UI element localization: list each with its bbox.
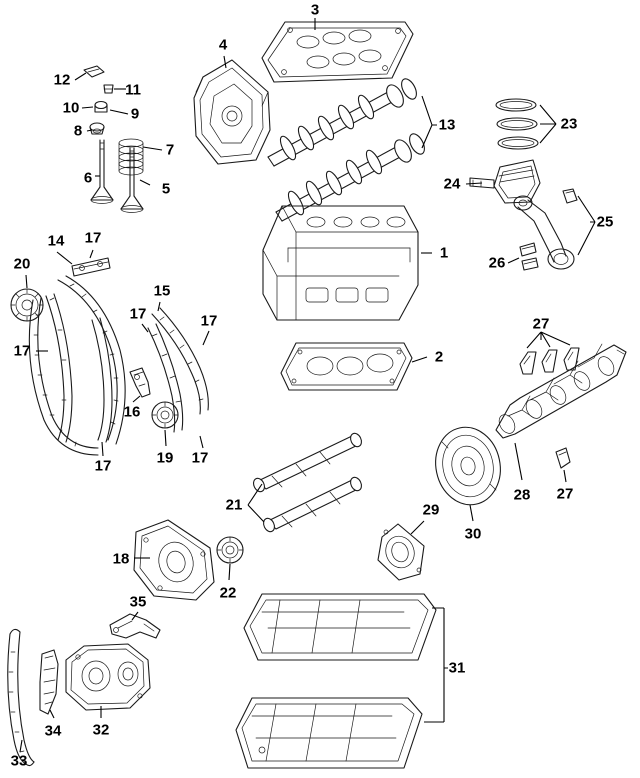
leader-31 <box>424 608 448 722</box>
leader-16 <box>133 396 140 402</box>
leader-10 <box>82 107 93 108</box>
callout-8[interactable]: 8 <box>73 122 83 140</box>
leader-25 <box>578 196 595 255</box>
leader-35 <box>132 612 138 620</box>
leader-24 <box>466 183 482 184</box>
callout-10[interactable]: 10 <box>62 99 80 117</box>
callout-15[interactable]: 15 <box>153 282 171 300</box>
callout-35[interactable]: 35 <box>129 593 147 611</box>
callout-24[interactable]: 24 <box>443 175 461 193</box>
part-oil-pickup-tube <box>40 650 58 714</box>
leader-7 <box>143 147 162 150</box>
leader-30 <box>470 505 473 521</box>
part-valve-hardware <box>84 66 113 134</box>
part-piston-rings <box>496 99 538 149</box>
leader-19 <box>165 430 166 446</box>
callout-21[interactable]: 21 <box>225 496 243 514</box>
callout-11[interactable]: 11 <box>125 81 141 99</box>
leader-26 <box>508 258 519 263</box>
leader-23 <box>540 105 556 143</box>
leader-27-lower <box>564 470 566 482</box>
leader-5 <box>140 180 150 185</box>
callout-7[interactable]: 7 <box>165 141 175 159</box>
part-exhaust-valve <box>121 148 143 213</box>
part-crankshaft-pulley <box>429 421 508 511</box>
callout-12[interactable]: 12 <box>53 71 71 89</box>
callout-17-c[interactable]: 17 <box>200 312 218 330</box>
leader-2 <box>412 357 427 362</box>
callout-5[interactable]: 5 <box>161 180 171 198</box>
callout-29[interactable]: 29 <box>422 501 440 519</box>
callout-4[interactable]: 4 <box>218 36 228 54</box>
part-balance-sprocket <box>152 402 178 428</box>
part-oil-pan-lower <box>236 698 422 768</box>
part-oil-spray-jet <box>110 614 160 638</box>
part-head-gasket <box>281 343 412 390</box>
leader-22 <box>229 564 230 580</box>
leader-29 <box>411 521 424 534</box>
callout-22[interactable]: 22 <box>219 584 237 602</box>
callout-27-b[interactable]: 27 <box>556 485 574 503</box>
part-timing-chain-cover <box>194 60 270 164</box>
callout-20[interactable]: 20 <box>13 255 31 273</box>
callout-9[interactable]: 9 <box>130 105 140 123</box>
callout-19[interactable]: 19 <box>156 449 174 467</box>
part-oil-pump-housing <box>134 520 214 600</box>
leader-17c <box>102 442 103 456</box>
callout-31[interactable]: 31 <box>448 659 466 677</box>
callout-14[interactable]: 14 <box>47 232 65 250</box>
callout-33[interactable]: 33 <box>10 752 28 770</box>
part-timing-chain-left <box>29 276 125 455</box>
part-chain-guide-14 <box>72 258 110 276</box>
part-crankshaft <box>496 344 626 438</box>
callout-34[interactable]: 34 <box>44 722 62 740</box>
callout-17-e[interactable]: 17 <box>191 449 209 467</box>
leader-17e <box>203 331 209 345</box>
part-chain-tensioner <box>130 368 150 397</box>
part-oil-pump-sprocket <box>217 537 243 563</box>
callout-26[interactable]: 26 <box>488 254 506 272</box>
leader-4 <box>224 56 226 68</box>
callout-17-b[interactable]: 17 <box>129 305 147 323</box>
callout-16[interactable]: 16 <box>123 403 141 421</box>
leader-17f <box>200 436 203 448</box>
leader-28 <box>515 443 522 480</box>
leader-12 <box>75 73 86 80</box>
leader-15 <box>158 302 160 311</box>
callout-23[interactable]: 23 <box>560 115 578 133</box>
part-oil-pan-upper <box>244 594 436 660</box>
leader-9 <box>110 110 128 114</box>
part-balance-shaft-module <box>66 644 150 710</box>
leader-17d <box>142 324 148 332</box>
leader-20 <box>26 275 27 288</box>
callout-17-a[interactable]: 17 <box>84 229 102 247</box>
part-thrust-bearing <box>556 448 570 468</box>
leader-27-upper <box>527 332 570 348</box>
callout-3[interactable]: 3 <box>310 1 320 19</box>
leader-14 <box>57 252 72 264</box>
leader-13 <box>422 96 437 148</box>
part-balance-shafts <box>251 432 363 534</box>
callout-6[interactable]: 6 <box>83 169 93 187</box>
callout-17-d[interactable]: 17 <box>13 342 31 360</box>
callout-1[interactable]: 1 <box>439 244 449 262</box>
callout-30[interactable]: 30 <box>464 525 482 543</box>
part-cylinder-head <box>263 206 418 320</box>
callout-27-a[interactable]: 27 <box>532 315 550 333</box>
callout-2[interactable]: 2 <box>434 348 444 366</box>
part-intake-valve <box>91 140 113 204</box>
callout-13[interactable]: 13 <box>438 116 456 134</box>
part-cylinder-head-cover <box>262 22 413 82</box>
part-connecting-rod <box>514 189 577 269</box>
part-chain-guide-17-left <box>46 294 112 442</box>
callout-18[interactable]: 18 <box>112 550 130 568</box>
leader-34 <box>50 710 54 718</box>
part-rod-bearings <box>520 243 538 270</box>
leader-17a <box>90 250 93 258</box>
part-piston <box>470 160 540 203</box>
leader-33 <box>20 740 22 752</box>
callout-28[interactable]: 28 <box>513 486 531 504</box>
callout-17-f[interactable]: 17 <box>94 457 112 475</box>
callout-25[interactable]: 25 <box>596 213 614 231</box>
part-oil-seal-housing <box>378 524 424 580</box>
callout-32[interactable]: 32 <box>92 721 110 739</box>
